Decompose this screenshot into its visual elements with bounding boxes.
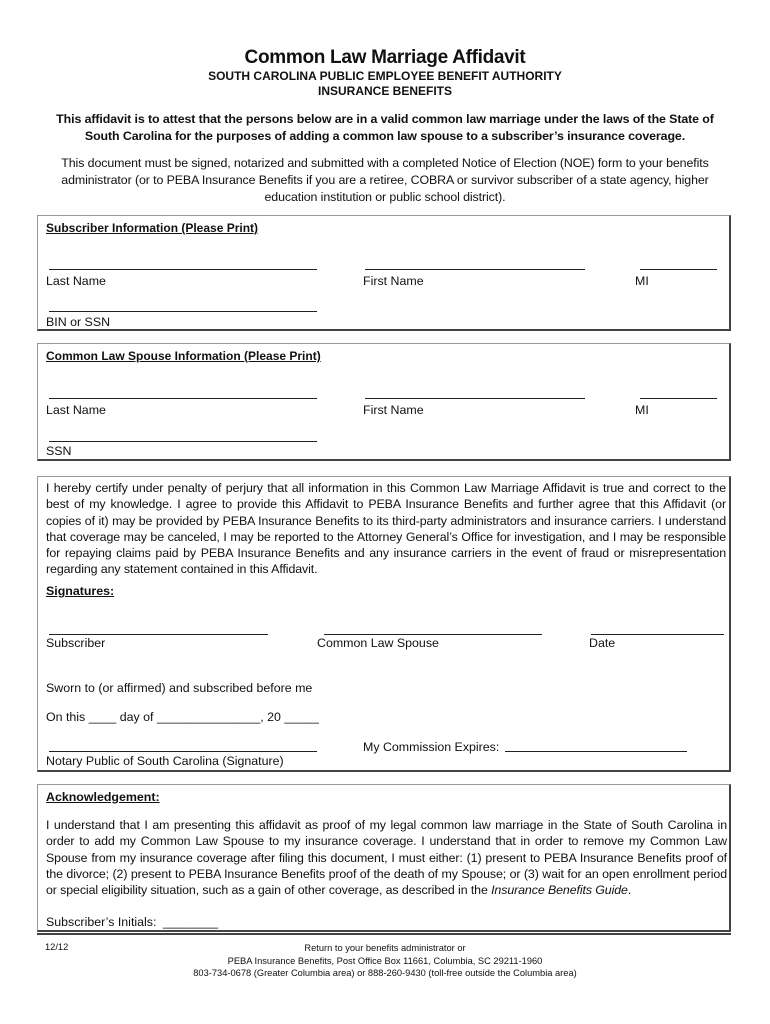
subscriber-initials-label: Subscriber’s Initials: bbox=[46, 915, 157, 929]
spouse-info-section bbox=[37, 343, 731, 461]
document-title: Common Law Marriage Affidavit bbox=[244, 47, 526, 68]
certification-section bbox=[37, 476, 731, 772]
spouse-section-heading: Common Law Spouse Information (Please Print) bbox=[46, 349, 321, 363]
form-revision-date: 12/12 bbox=[45, 942, 69, 952]
spouse-first-name-label: First Name bbox=[363, 403, 424, 417]
footer-line-1: Return to your benefits administrator or bbox=[304, 943, 466, 953]
subscriber-first-name-field[interactable] bbox=[365, 269, 585, 270]
notary-signature-field[interactable] bbox=[49, 751, 317, 752]
footer-divider bbox=[37, 933, 731, 935]
subscriber-signature-field[interactable] bbox=[49, 634, 268, 635]
footer-return-info bbox=[0, 942, 770, 980]
footer-phone: 803-734-0678 (Greater Columbia area) or 888-260-9430 (toll-free outside the Columbia area) bbox=[193, 968, 577, 978]
subscriber-first-name-label: First Name bbox=[363, 274, 424, 288]
sworn-statement: Sworn to (or affirmed) and subscribed before me bbox=[46, 681, 313, 695]
spouse-mi-label: MI bbox=[635, 403, 649, 417]
subscriber-signature-label: Subscriber bbox=[46, 636, 106, 650]
spouse-last-name-label: Last Name bbox=[46, 403, 106, 417]
notary-date-line[interactable]: On this ____ day of _______________, 20 _____ bbox=[46, 710, 319, 724]
acknowledgement-heading: Acknowledgement: bbox=[46, 790, 160, 804]
subscriber-bin-ssn-field[interactable] bbox=[49, 311, 317, 312]
subscriber-mi-field[interactable] bbox=[640, 269, 717, 270]
insurance-benefits-guide-title: Insurance Benefits Guide bbox=[491, 883, 628, 898]
spouse-first-name-field[interactable] bbox=[365, 398, 585, 399]
date-field[interactable] bbox=[591, 634, 724, 635]
commission-expires-field[interactable] bbox=[505, 751, 687, 752]
subscriber-initials-field[interactable]: ________ bbox=[163, 915, 219, 929]
subscriber-mi-label: MI bbox=[635, 274, 649, 288]
commission-expires-label: My Commission Expires: bbox=[363, 740, 500, 754]
spouse-signature-label: Common Law Spouse bbox=[317, 636, 439, 650]
agency-name: SOUTH CAROLINA PUBLIC EMPLOYEE BENEFIT AUTHORITY bbox=[208, 69, 562, 83]
subscriber-bin-ssn-label: BIN or SSN bbox=[46, 315, 111, 329]
signatures-heading: Signatures: bbox=[46, 584, 115, 598]
notary-signature-label: Notary Public of South Carolina (Signature) bbox=[46, 754, 284, 768]
subscriber-info-section bbox=[37, 215, 731, 331]
footer-address: PEBA Insurance Benefits, Post Office Box 11661, Columbia, SC 29211-1960 bbox=[227, 955, 543, 966]
spouse-last-name-field[interactable] bbox=[49, 398, 317, 399]
subscriber-section-heading: Subscriber Information (Please Print) bbox=[46, 221, 259, 235]
date-label: Date bbox=[589, 636, 616, 650]
spouse-mi-field[interactable] bbox=[640, 398, 717, 399]
subscriber-last-name-label: Last Name bbox=[46, 274, 106, 288]
submission-instructions: This document must be signed, notarized and submitted with a completed Notice of Election (NOE) form to your benefits administrator (or to PEBA Insurance Benefits if you are a retiree, COBRA or survivor subscriber of a state agency, higher education institution or public school district). bbox=[61, 156, 709, 204]
acknowledgement-section bbox=[37, 784, 731, 932]
acknowledgement-text: I understand that I am presenting this affidavit as proof of my legal common law marriage in the State of South Carolina in order to add my Common Law Spouse to my insurance coverage. I understand that in order to remove my Common Law Spouse from my insurance coverage after filing this document, I must either: (1) present to PEBA Insurance Benefits proof of the divorce; (2) present to PEBA Insurance Benefits proof of the death of my Spouse; or (3) wait for an open enrollment period or special eligibility situation, such as a gain of other coverage, as described in the Insurance Benefits Guide. bbox=[46, 818, 727, 898]
spouse-ssn-field[interactable] bbox=[49, 441, 317, 442]
spouse-ssn-label: SSN bbox=[46, 444, 72, 458]
spouse-signature-field[interactable] bbox=[324, 634, 542, 635]
subscriber-last-name-field[interactable] bbox=[49, 269, 317, 270]
division-name: INSURANCE BENEFITS bbox=[317, 84, 452, 98]
certification-text: I hereby certify under penalty of perjury that all information in this Common Law Marriage Affidavit is true and correct to the best of my knowledge. I agree to provide this Affidavit to PEBA Insurance Benefits and further agree that this Affidavit (or copies of it) may be provided by PEBA Insurance Benefits to its third-party administrators and insurance carriers. I understand that coverage may be canceled, I may be reported to the Attorney General’s Office for investigation, and I may be responsible for repaying claims paid by PEBA Insurance Benefits and any insurance carriers in the event of fraud or misrepresentation regarding any statement contained in this Affidavit. bbox=[46, 481, 726, 577]
attestation-statement: This affidavit is to attest that the persons below are in a valid common law marriage under the laws of the State of South Carolina for the purposes of adding a common law spouse to a subscriber’s insurance coverage. bbox=[56, 112, 714, 143]
